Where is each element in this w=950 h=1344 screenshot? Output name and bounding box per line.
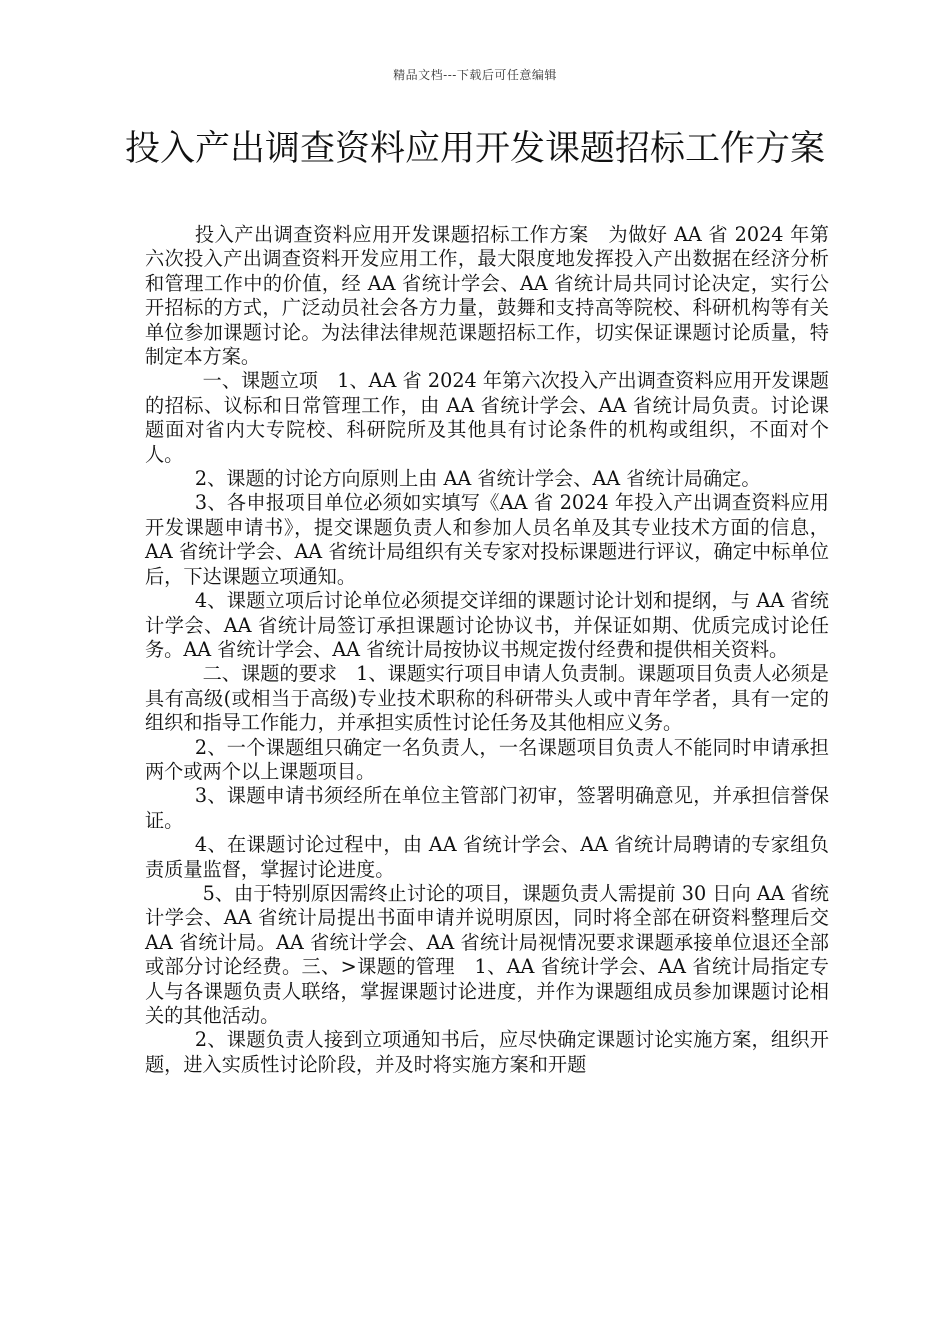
- paragraph-1-2: 2、课题的讨论方向原则上由 AA 省统计学会、AA 省统计局确定。: [194, 467, 761, 491]
- paragraph-2-4: 4、在课题讨论过程中，由 AA 省统计学会、AA 省统计局聘请的专家组负责质量监督，掌握讨论进度。: [145, 833, 829, 881]
- paragraph-1-4: 4、课题立项后讨论单位必须提交详细的课题讨论计划和提纲，与 AA 省统计学会、AA 省统计局签订承担课题讨论协议书，并保证如期、优质完成讨论任务。AA 省统计学会、AA 省统计局按协议书规定拨付经费和提供相关资料。: [145, 589, 829, 661]
- paragraph-section-2: 二、课题的要求 1、课题实行项目申请人负责制。课题项目负责人必须是具有高级(或相当于高级)专业技术职称的科研带头人或中青年学者，具有一定的组织和指导工作能力，并承担实质性讨论任务及其他相应义务。: [145, 662, 829, 735]
- paragraph-3-2: 2、课题负责人接到立项通知书后，应尽快确定课题讨论实施方案，组织开题，进入实质性讨论阶段，并及时将实施方案和开题: [145, 1028, 829, 1076]
- paragraph-2-3: 3、课题申请书须经所在单位主管部门初审，签署明确意见，并承担信誉保证。: [145, 784, 829, 832]
- header-note: 精品文档---下载后可任意编辑: [393, 68, 557, 82]
- paragraph-1-3: 3、各申报项目单位必须如实填写《AA 省 2024 年投入产出调查资料应用开发课题申请书》，提交课题负责人和参加人员名单及其专业技术方面的信息，AA 省统计学会、AA 省统计局组织有关专家对投标课题进行评议，确定中标单位后，下达课题立项通知。: [145, 491, 829, 588]
- document-body: [145, 223, 829, 1077]
- paragraph-2-5: 5、由于特别原因需终止讨论的项目，课题负责人需提前 30 日向 AA 省统计学会、AA 省统计局提出书面申请并说明原因，同时将全部在研资料整理后交 AA 省统计局。AA 省统计学会、AA 省统计局视情况要求课题承接单位退还全部或部分讨论经费。三、>课题的管理 1、AA 省统计学会、AA 省统计局指定专人与各课题负责人联络，掌握课题讨论进度，并作为课题组成员参加课题讨论相关的其他活动。: [145, 881, 829, 1027]
- document-title: 投入产出调查资料应用开发课题招标工作方案: [124, 129, 825, 169]
- paragraph-section-1: 一、课题立项 1、AA 省 2024 年第六次投入产出调查资料应用开发课题的招标、议标和日常管理工作，由 AA 省统计学会、AA 省统计局负责。讨论课题面对省内大专院校、科研院所及其他具有讨论条件的机构或组织，不面对个人。: [145, 369, 829, 466]
- paragraph-intro: 投入产出调查资料应用开发课题招标工作方案 为做好 AA 省 2024 年第六次投入产出调查资料开发应用工作，最大限度地发挥投入产出数据在经济分析和管理工作中的价值，经 AA 省统计学会、AA 省统计局共同讨论决定，实行公开招标的方式，广泛动员社会各方力量，鼓舞和支持高等院校、科研机构等有关单位参加课题讨论。为法律法律规范课题招标工作，切实保证课题讨论质量，特制定本方案。: [145, 223, 829, 369]
- paragraph-2-2: 2、一个课题组只确定一名负责人，一名课题项目负责人不能同时申请承担两个或两个以上课题项目。: [145, 735, 829, 783]
